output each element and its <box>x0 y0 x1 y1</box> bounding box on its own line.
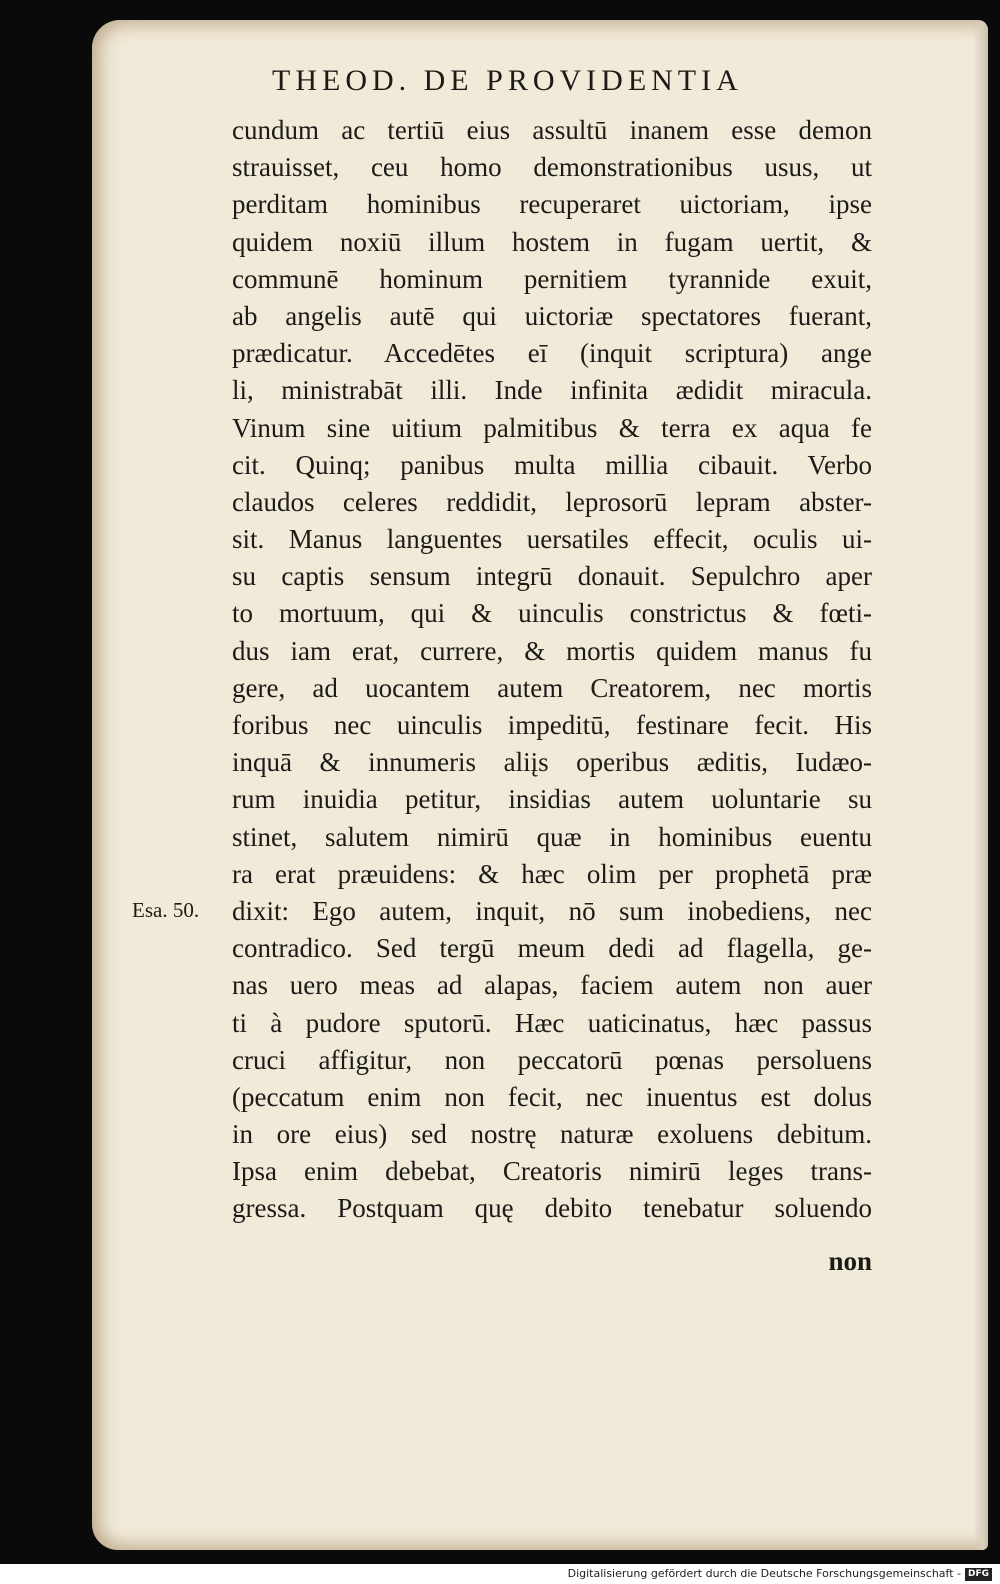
footer-text: Digitalisierung gefördert durch die Deutsche Forschungsgemeinschaft - <box>567 1567 961 1580</box>
catchword: non <box>828 1246 872 1276</box>
text-line: ab angelis autē qui uictoriæ spectatores fuerant, <box>232 300 872 331</box>
text-line: strauisset, ceu homo demonstrationibus usus, ut <box>232 152 872 183</box>
page-edge <box>974 20 988 1550</box>
running-head: THEOD. DE PROVIDENTIA <box>272 64 743 97</box>
text-line: inquā & innumeris aliįs operibus æditis, Iudæo- <box>232 747 872 778</box>
text-line: in ore eius) sed nostrę naturæ exoluens debitum. <box>232 1119 872 1150</box>
text-line: gere, ad uocantem autem Creatorem, nec mortis <box>232 672 872 703</box>
text-line: Ipsa enim debebat, Creatoris nimirū leges trans- <box>232 1156 872 1187</box>
marginal-note: Esa. 50. <box>132 898 200 922</box>
text-line: dixit: Ego autem, inquit, nō sum inobediens, nec <box>232 895 872 926</box>
text-line: ra erat præuidens: & hæc olim per prophetā præ <box>232 858 872 889</box>
text-line: quidem noxiū illum hostem in fugam uertit, & <box>232 226 872 257</box>
text-line: stinet, salutem nimirū quæ in hominibus euentu <box>232 821 872 852</box>
text-line: (peccatum enim non fecit, nec inuentus est dolus <box>232 1081 872 1112</box>
text-line: rum inuidia petitur, insidias autem uoluntarie su <box>232 784 872 815</box>
text-line: li, ministrabāt illi. Inde infinita ædidit miracula. <box>232 375 872 406</box>
text-line: cundum ac tertiū eius assultū inanem esse demon <box>232 115 872 145</box>
text-line: su captis sensum integrū donauit. Sepulchro aper <box>232 561 872 592</box>
text-line: claudos celeres reddidit, leprosorū lepram abster- <box>232 486 872 517</box>
text-line: cruci affigitur, non peccatorū pœnas persoluens <box>232 1044 872 1075</box>
text-line: communē hominum pernitiem tyrannide exuit, <box>232 263 872 294</box>
text-line: Vinum sine uitium palmitibus & terra ex aqua fe <box>232 412 872 443</box>
digitization-footer <box>568 1566 992 1582</box>
text-line: to mortuum, qui & uinculis constrictus & fœti- <box>232 598 872 629</box>
text-line: prædicatur. Accedētes eī (inquit scriptura) ange <box>232 338 872 369</box>
text-block <box>232 112 872 1228</box>
text-line: ti à pudore sputorū. Hæc uaticinatus, hæc passus <box>232 1007 872 1038</box>
text-line: cit. Quinq; panibus multa millia cibauit. Verbo <box>232 449 872 480</box>
text-line: gressa. Postquam quę debito tenebatur soluendo <box>232 1193 872 1224</box>
text-line: foribus nec uinculis impeditū, festinare fecit. His <box>232 710 872 740</box>
text-line: dus iam erat, currere, & mortis quidem manus fu <box>232 635 872 666</box>
text-line: contradico. Sed tergū meum dedi ad flagella, ge- <box>232 933 872 964</box>
text-line: perditam hominibus recuperaret uictoriam, ipse <box>232 189 872 220</box>
text-line: nas uero meas ad alapas, faciem autem non auer <box>232 970 872 1001</box>
text-line: sit. Manus languentes uersatiles effecit, oculis ui- <box>232 524 872 555</box>
dfg-logo: DFG <box>965 1568 992 1581</box>
